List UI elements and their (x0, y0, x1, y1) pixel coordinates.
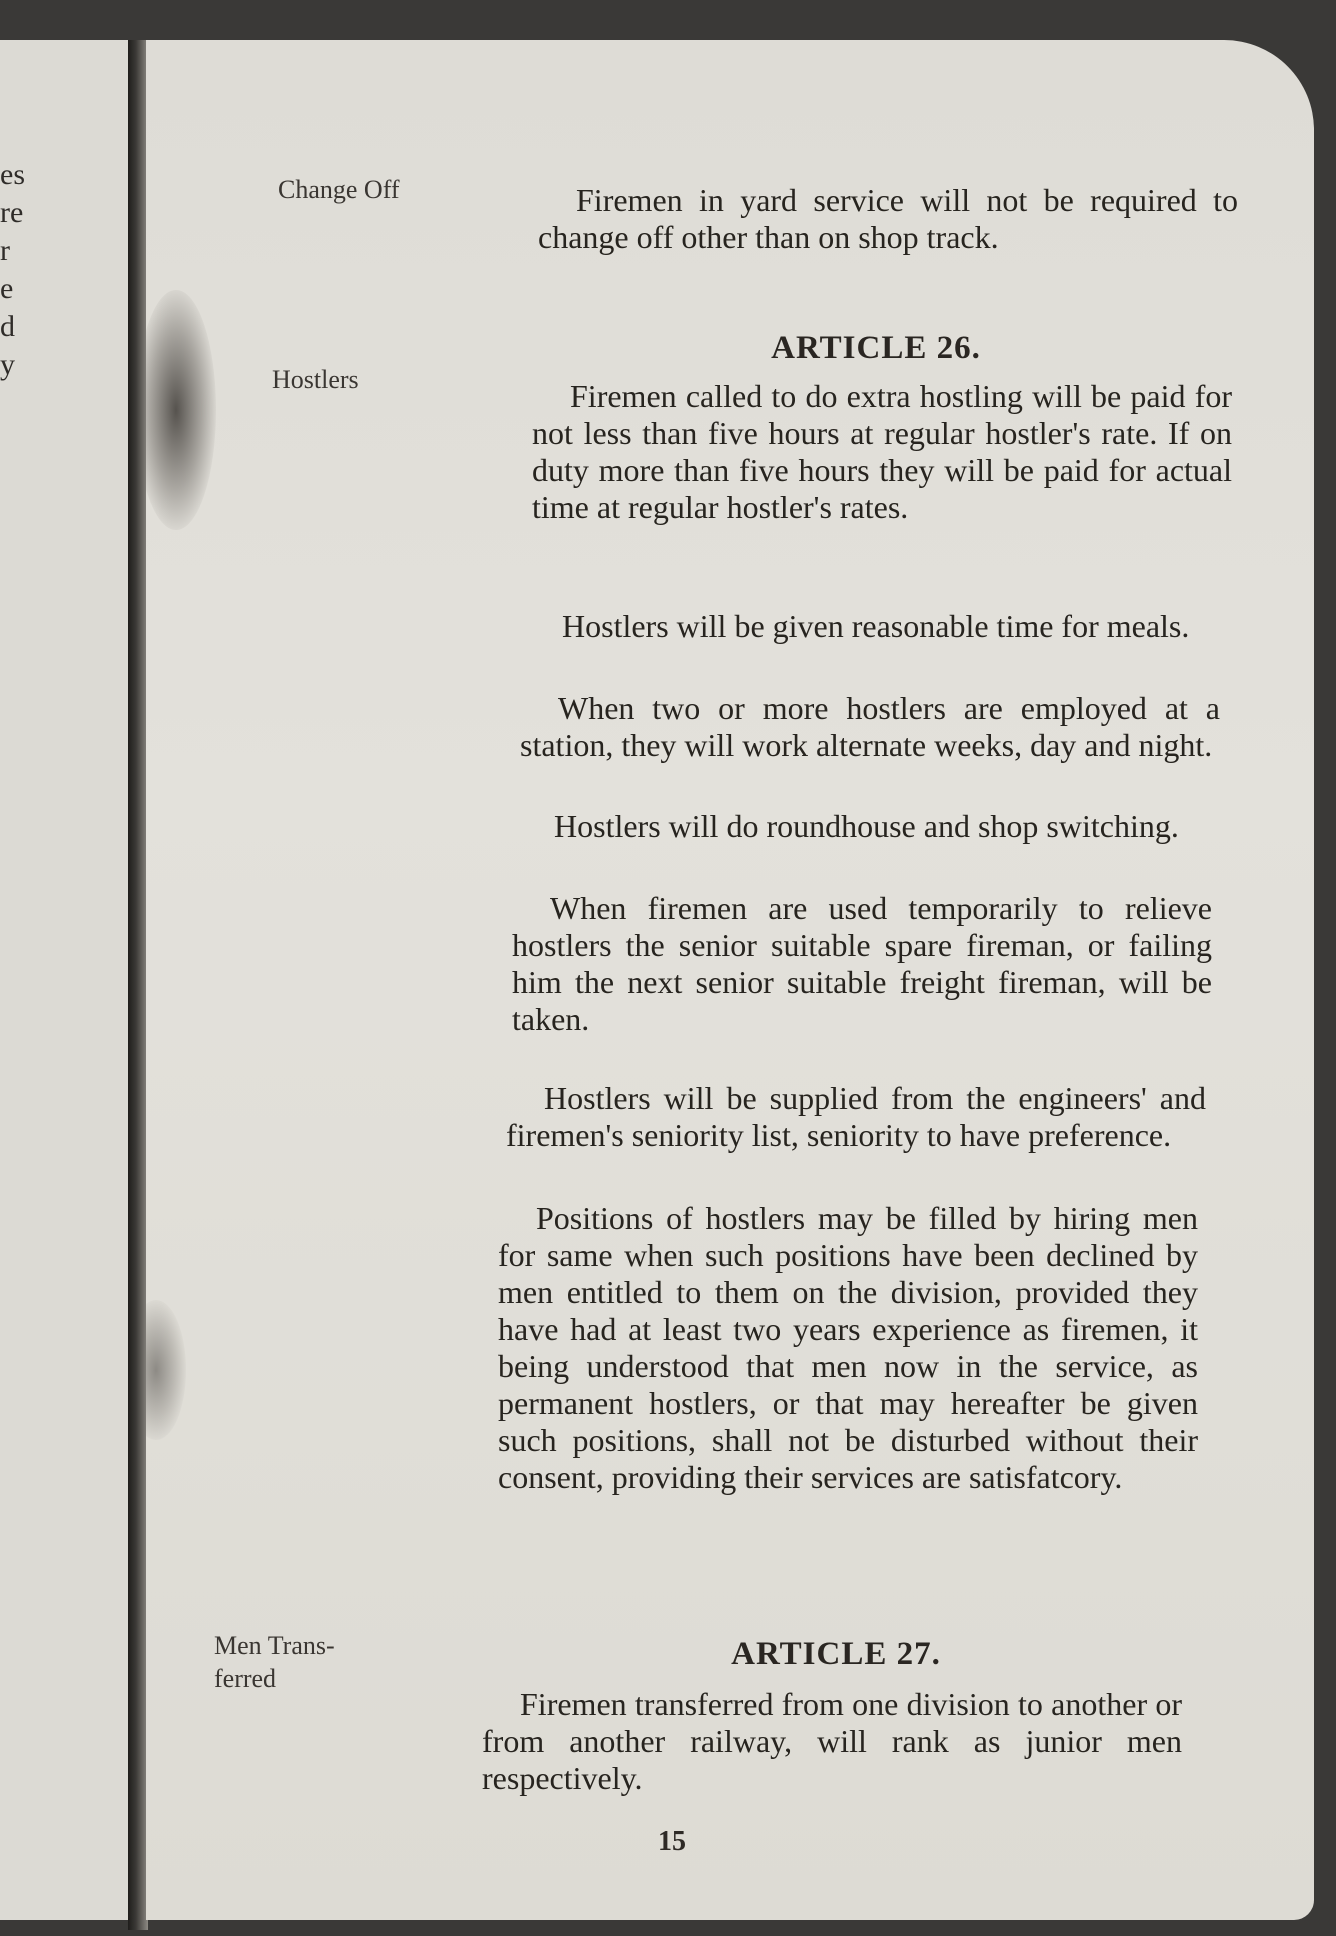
book-page (146, 40, 1314, 1920)
article-26-heading: ARTICLE 26. (771, 330, 981, 366)
ink-smudge (146, 290, 216, 530)
article-27-heading: ARTICLE 27. (731, 1636, 941, 1672)
paragraph-alternate-weeks: When two or more hostlers are employed at a station, they will work alternate weeks, day and night. (520, 690, 1220, 763)
left-page-fragment: es (0, 158, 25, 191)
paragraph-positions: Positions of hostlers may be filled by hiring men for same when such positions have been declined by men entitled to them on the division, provided they have had at least two years experience as firemen, it being understood that men now in the service, as permanent hostlers, or that may hereafter be given such positions, shall not be disturbed without their consent, providing their services are satisfatcory. (498, 1200, 1198, 1495)
paragraph-supplied: Hostlers will be supplied from the engineers' and firemen's seniority list, seniority to have preference. (506, 1080, 1206, 1153)
left-page-edge (0, 40, 140, 1920)
paragraph-transferred: Firemen transferred from one division to another or from another railway, will rank as junior men respectively. (482, 1686, 1182, 1796)
left-page-fragment: re (0, 196, 24, 229)
paragraph-switching: Hostlers will do roundhouse and shop switching. (554, 808, 1179, 844)
left-page-fragment: r (0, 234, 10, 267)
book-gutter (128, 40, 148, 1930)
page-number: 15 (658, 1826, 686, 1857)
left-page-fragment: d (0, 310, 15, 343)
left-page-fragment: y (0, 348, 15, 381)
margin-note-line: Men Trans- (214, 1631, 335, 1660)
paragraph-meals: Hostlers will be given reasonable time for meals. (562, 608, 1190, 644)
left-page-fragment: e (0, 272, 14, 305)
paragraph-change-off: Firemen in yard service will not be required to change off other than on shop track. (538, 182, 1238, 255)
margin-note-change-off: Change Off (278, 175, 400, 204)
paragraph-relieve: When firemen are used temporarily to relieve hostlers the senior suitable spare fireman, or failing him the next senior suitable freight fireman, will be taken. (512, 890, 1212, 1037)
margin-note-hostlers: Hostlers (272, 365, 359, 394)
margin-note-men-transferred (214, 1630, 335, 1695)
margin-note-line: ferred (214, 1663, 277, 1693)
ink-smudge (146, 1300, 186, 1440)
paragraph-hostlers-pay: Firemen called to do extra hostling will be paid for not less than five hours at regular hostler's rate. If on duty more than five hours they will be paid for actual time at regular hostler's rates. (532, 378, 1232, 525)
